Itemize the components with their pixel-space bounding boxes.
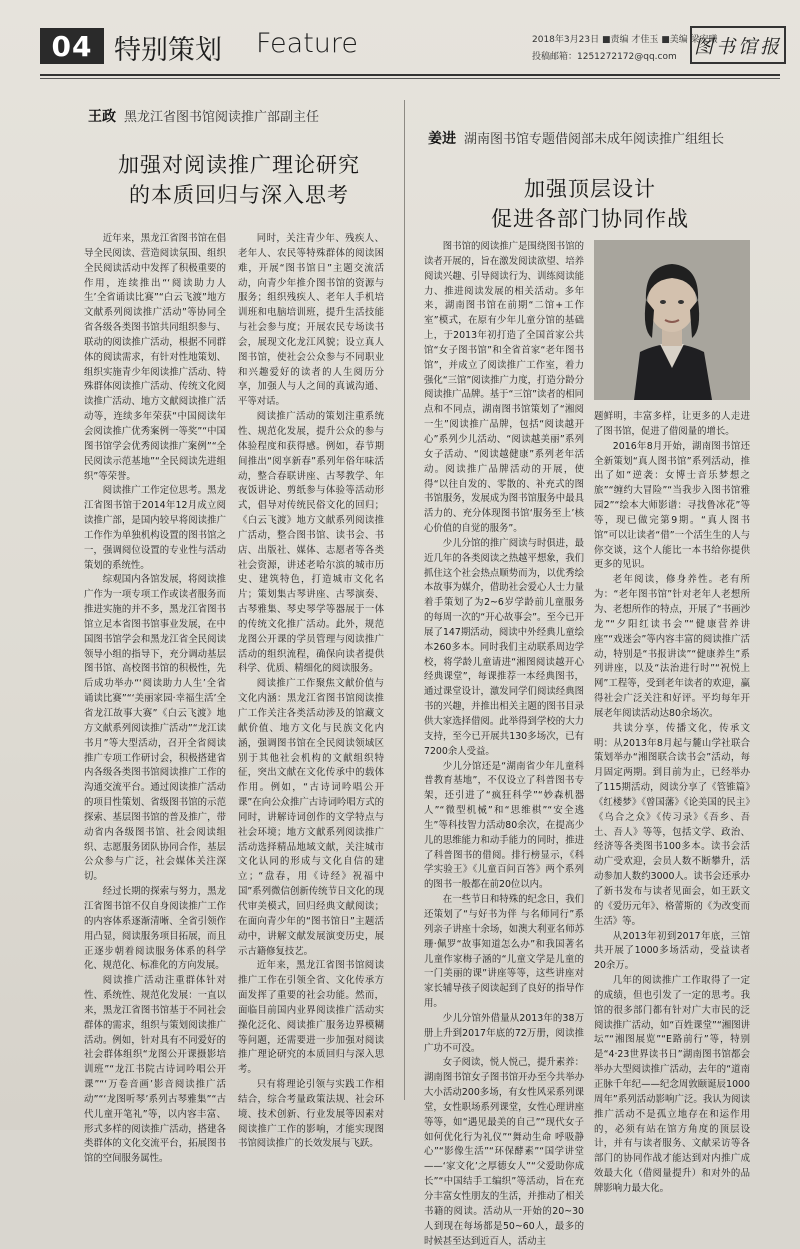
- header-rule-thin: [40, 78, 780, 79]
- article1-byline: [88, 106, 319, 126]
- article1-headline-line1: 加强对阅读推广理论研究: [118, 153, 360, 177]
- editor-line: ■责编 才佳玉 ■美编 梁宏曦: [601, 35, 718, 45]
- contact-email: 投稿邮箱：1251272172@qq.com: [532, 52, 677, 62]
- paragraph: 近年来，黑龙江省图书馆阅读推广工作在引领全省、文化传承方面发挥了重要的社会功能。然而，面临目前国内业界阅读推广活动实操化泛化、阅读推广服务边界模糊等问题，还需要进一步加强对阅读推广理论研究的本质回归与深入思考。: [238, 960, 384, 1076]
- article2-headline-line2: 促进各部门协同作战: [491, 207, 689, 231]
- author-portrait-photo: [594, 240, 750, 400]
- paragraph: 女子阅读，悦人悦己，提升素养：湖南图书馆女子图书馆开办至今共举办大小活动200多场，有女性风采系列课堂，女性职场系列课堂，女性心理讲座等等，如“遇见最美的自己”“现代女子如何优化行为礼仪”“舞动生命 呼吸静心”“影像生活”“环保酵素”“国学讲堂——‘家文化’之厚德女人”“父爱助你成长”“中国结手工编织”等活动，旨在充分丰富女性朋友的生活，并推动了相关书籍的阅读。活动从一开始的20~30人到现在每场都是50~60人，最多的时候甚至达到近百人，活动主: [424, 1057, 584, 1247]
- paragraph: 少儿分馆还是“湖南省少年儿童科普教育基地”，不仅设立了科普图书专架，还引进了“疯狂科学”“妙森机器人”“微型机械”和“思维棋”“安全逃生”等科技智力活动80余次，在提高少儿的思维能力和动手能力的同时，推进了科普图书的借阅。排行榜显示，《科学实验王》《儿童百问百答》两个系列的图书一般都在前20位以内。: [424, 760, 584, 891]
- paragraph: 题鲜明，丰富多样，让更多的人走进了图书馆，促进了借阅量的增长。: [594, 411, 750, 437]
- column-divider: [404, 100, 405, 1100]
- paragraph: 共读分享，传播文化，传承文明：从2013年8月起与麓山学社联合策划举办“湘图联合读书会”活动，每月固定两期。到目前为止，已经举办了115期活动，阅读分享了《管锥篇》《红楼梦》《曾国藩》《论美国的民主》《乌合之众》《传习录》《吾乡、吾土、吾人》等等，包括文学、政治、经济等各类图书100多本。读书会活动广受欢迎，会员人数不断攀升，活动参加人数约3000人。读书会还承办了新书发布与读者见面会，如王跃文的《爱历元年》、格蕾斯的《为改变而生活》等。: [594, 722, 750, 927]
- paragraph: 综观国内各馆发展，将阅读推广作为一项专项工作或读者服务而推进实施的并不多，黑龙江省图书馆立足本省图书馆事业发展，在中国图书馆学会和黑龙江省全民阅读领导小组的指导下，充分调动基层图书馆、高校图书馆的积极性，先后成功举办“‘阅读助力人生’全省诵读比赛”“‘美丽家园·幸福生活’全省龙江故事大赛”《白云飞渡》地方文献系列阅读推广活动”“龙江读书月”等大型活动，召开全省阅读推广专项工作研讨会，积极搭建省内各级各类图书馆阅读推广工作的沟通交流平台。通过阅读推广活动的项目性策划、省级图书馆的示范探索、基层图书馆的普及推广，带动省内各级图书馆、社会阅读组织、志愿服务团队协同合作，基层公众参与广泛，社会媒体关注深切。: [84, 574, 226, 883]
- article2-headline-line1: 加强顶层设计: [524, 177, 656, 201]
- paragraph: 阅读推广活动注重群体针对性、系统性、规范化发展：一直以来，黑龙江省图书馆基于不同社会群体的需求，组织与策划阅读推广活动。例如，针对具有不同爱好的社会群体组织“龙图公开课摄影培训班”“龙江书院古诗词吟唱公开课”“‘万卷音画’影音阅读推广活动”“‘龙图听琴’系列古琴雅集”“古代儿童开笔礼”等，以内容丰富、形式多样的阅读推广活动，搭建各类群体的文化交流平台，拓展图书馆的空间服务属性。: [84, 975, 226, 1165]
- article2-author-name: 姜进: [428, 131, 456, 147]
- article1-column1: [84, 232, 226, 1165]
- article2-byline: [428, 128, 724, 148]
- paragraph: 几年的阅读推广工作取得了一定的成绩，但也引发了一定的思考。我馆的很多部门都有针对广大市民的泛阅读推广活动，如“百姓课堂”“湘图讲坛”“湘图展览”“E路前行”等，特别是“4·23世界读书日”湖南图书馆都会举办大型阅读推广活动，去年的“道南正脉千年纪——纪念周敦颐诞辰1000周年”系列活动影响广泛。我认为阅读推广活动不是孤立地存在和运作用的，必须有站在馆方角度的顶层设计，并有与读者服务、文献采访等各部门的协同作战才能达到对内推广成效最大化（借阅量提升）和对外的品牌影响力最大化。: [594, 975, 750, 1194]
- article2-column1: [424, 240, 584, 1247]
- page-number: 04: [40, 28, 104, 64]
- paragraph: 近年来，黑龙江省图书馆在倡导全民阅读、营造阅读氛围、组织全民阅读活动中发挥了积极重要的作用，连续推出“‘阅读助力人生’全省诵读比赛”“白云飞渡”地方文献系列阅读推广活动”等协同全省各级各类图书馆共同组织参与、联动的阅读推广活动，根据不同群体的阅读需求，有针对性地策划、组织实施青少年阅读推广活动、特殊群体阅读推广活动、传统文化阅读推广活动、地方文献阅读推广活动等，连续多年荣获“中国阅读年会阅读推广优秀案例一等奖”“中国图书馆学会优秀阅读推广案例”“全民阅读示范基地”“全民阅读先进组织”等荣誉。: [84, 233, 226, 482]
- paragraph: 在一些节日和特殊的纪念日，我们还策划了“与好书为伴 与名师同行”系列亲子讲座十余场，如澳大利亚名师苏珊·佩罗“故事知道怎么办”和我国著名儿童作家梅子涵的“儿童文学是儿童的一门美丽的课”讲座等等，这些讲座对家长辅导孩子阅读起到了良好的指导作用。: [424, 894, 584, 1010]
- paragraph: 少儿分馆的推广阅读与时俱进，最近几年的各类阅读之热越平想象，我们抓住这个社会热点顺势而为，以优秀绘本故事为媒介，借助社会爱心人士力量着手策划了为2~6岁学龄前儿童服务的每周一次的“开心故事会”。至今已开展了147期活动，阅读中外经典儿童绘本260多本。同时我们主动联系周边学校，将学龄儿童请进“湘图阅读越开心经典课堂”，每课推荐一本经典图书，通过课堂设计，激发同学们阅读经典图书的兴趣，并推出相关主题的图书目录供大家选择借阅。此举得到学校的大力支持，至今已开展共130多场次，已有7200余人受益。: [424, 537, 584, 757]
- paragraph: 阅读推广工作定位思考。黑龙江省图书馆于2014年12月成立阅读推广部，是国内较早将阅读推广工作作为单独机构设置的图书馆之一，强调阅位设置的专业性与活动策划的系统性。: [84, 485, 226, 571]
- article1-column2: [238, 232, 384, 1150]
- masthead-logo: 图书馆报: [690, 26, 786, 64]
- page-header: [40, 22, 780, 82]
- paragraph: 2016年8月开始，湖南图书馆还全新策划“真人图书馆”系列活动，推出了如“逆袭：女博士音乐梦想之旅”“缠约大冒险”“当我步入图书馆雅园2”“绘本大师影谱：寻找鲁冰花”等等，现已做完第9期。“真人图书馆”可以让读者“借”一个活生生的人与你交谈，这个人能比一本书给你提供更多的见识。: [594, 440, 750, 571]
- paragraph: 同时，关注青少年、残疾人、老年人、农民等特殊群体的阅读困难，开展“图书馆日”主题交流活动，向青少年推介图书馆的资源与服务；组织残疾人、老年人手机培训班和电脑培训班，提升生活技能与社会参与度；开展农民专场读书会，展现文化龙江风貌；设立真人图书馆，使社会公众参与不同职业和兴趣爱好的读者的人生阅历分享，加强人与人之间的真诚沟通、平等对话。: [238, 233, 384, 408]
- paragraph: 阅读推广工作聚焦文献价值与文化内涵：黑龙江省图书馆阅读推广工作关注各类活动涉及的馆藏文献价值、地方文化与民族文化内涵，强调图书馆在全民阅读领域区别于其他社会机构的文献组织特征，突出文献在文化传承中的载体作用。例如，“古诗词吟唱公开课”在向公众推广古诗词吟唱方式的同时，讲解诗词创作的文学特点与社会环境；地方文献系列阅读推广活动选择精品地域文献，关注城市文化认同的形成与文化自信的建立；“盘春，用《诗经》祝福中国”系列微信创新传统节日文化的现代审美模式，回归经典文献阅读；在面向青少年的“图书馆日”主题活动中，讲解文献发展演变历史，展示古籍修复技艺。: [238, 678, 384, 957]
- portrait-icon: [594, 240, 750, 400]
- header-rule: [40, 74, 780, 76]
- paragraph: 少儿分馆外借量从2013年的38万册上升到2017年底的72万册，阅读推广功不可没。: [424, 1012, 584, 1054]
- paragraph: 从2013年初到2017年底，三馆共开展了1000多场活动，受益读者20余万。: [594, 930, 750, 972]
- article2-column2: [594, 410, 750, 1194]
- article1-headline: [86, 150, 392, 210]
- article1-author-title: 黑龙江省图书馆阅读推广部副主任: [124, 110, 320, 125]
- article2-author-title: 湖南图书馆专题借阅部未成年阅读推广组组长: [464, 132, 725, 147]
- paragraph: 经过长期的探索与努力，黑龙江省图书馆不仅自身阅读推广工作的内容体系逐渐清晰、全省引领作用凸显，阅读服务项目拓展，而且正逐步朝着阅读服务体系的科学化、规范化、标准化的方向发展。: [84, 886, 226, 972]
- paragraph: 只有将理论引领与实践工作相结合，综合考量政策法规、社会环境、技术创新、行业发展等因素对阅读推广工作的影响，才能实现图书馆阅读推广的长效发展与飞跃。: [238, 1079, 384, 1150]
- paragraph: 老年阅读，修身养性。老有所为：“老年图书馆”针对老年人老想所为、老想所作的特点，开展了“书画沙龙”“夕阳红读书会”“健康营养讲座”“戏迷会”等内容丰富的阅读推广活动，特别是“书报讲读”“健康养生”系列讲座，以及“法治进行时”“祝悦上网”工程等，受到老年读者的欢迎，赢得社会广泛关注和好评。平均每年开展老年阅读活动达80余场次。: [594, 574, 750, 719]
- article2-headline: [420, 174, 760, 234]
- paragraph: 图书馆的阅读推广是围绕图书馆的读者开展的，旨在激发阅读欲望、培养阅读兴趣、引导阅读行为、训练阅读能力、推进阅读发展的相关活动。多年来，湖南图书馆在前期“二馆+工作室”模式，在原有少年儿童分馆的基础上，于2013年初打造了全国首家公共馆“女子图书馆”和全省首家“老年图书馆”，并成立了阅读推广工作室，着力强化“三馆”阅读推广力度，打造分龄分阅读推广品牌。基于“三馆”读者的相同点和不同点，湖南图书馆策划了“湘阅一生”阅读推广品牌，包括“阅读越开心”系列少儿活动、“阅读越美丽”系列女子活动、“阅读越健康”系列老年活动。阅读推广品牌活动的开展，使得“以往自发的、零散的、补充式的图书馆服务，发展成为图书馆服务中最具活力的、充分体现图书馆‘服务至上’核心价值的自觉的服务”。: [424, 241, 584, 535]
- section-title-en: Feature: [256, 28, 359, 59]
- issue-date: 2018年3月23日: [532, 35, 600, 45]
- section-title-cn: 特别策划: [114, 35, 222, 66]
- article1-headline-line2: 的本质回归与深入思考: [129, 183, 349, 207]
- article1-author-name: 王政: [88, 109, 116, 125]
- paragraph: 阅读推广活动的策划注重系统性、规范化发展，提升公众的参与体验程度和获得感。例如，春节期间推出“阅享新春”系列年俗年味活动，整合春联讲座、古琴教学、年夜饭讲论、剪纸参与体验等活动形式，倡导对传统民俗文化的回归；《白云飞渡》地方文献系列阅读推广活动，整合图书馆、读书会、书店、出版社、媒体、志愿者等各类社会资源，讲述老哈尔滨的城市历史、建筑特色，打造城市文化名片；策划集古琴讲座、古琴演奏、古琴雅集、琴史琴学等器展于一体的传统文化推广活动。此外，规范龙图公开课的学员管理与阅读推广活动的组织流程，确保向读者提供科学、优质、精细化的阅读服务。: [238, 411, 384, 675]
